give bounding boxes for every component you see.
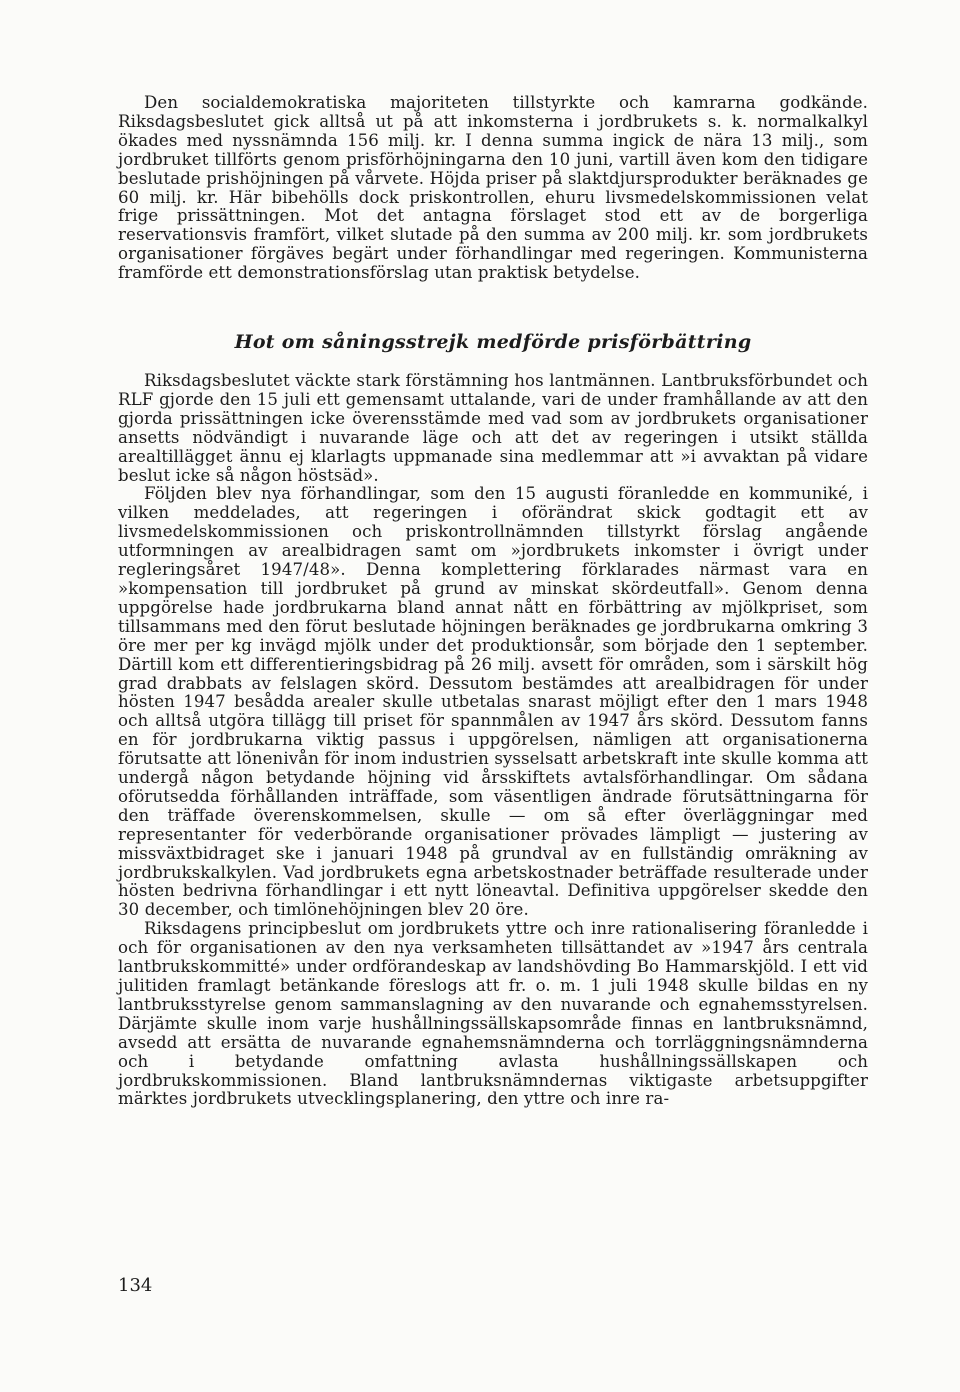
top-text-block (118, 94, 868, 283)
paragraph: Följden blev nya förhandlingar, som den 15 augusti föranledde en kommuniké, i vilken meddelades, att regeringen i oförändrat skick godtagit ett av livsmedelskommissionen och priskontrollnämnden tillstyrkt förslag angående utformningen av arealbidragen samt om »jordbrukets inkomster i övrigt under regleringsåret 1947/48». Denna komplettering förklarades närmast vara en »kompensation till jordbruket på grund av minskat skördeutfall». Genom denna uppgörelse hade jordbrukarna bland annat nått en förbättring av mjölkpriset, som tillsammans med den förut beslutade höjningen beräknades ge jordbrukarna omkring 3 öre mer per kg invägd mjölk under det produktionsår, som började den 1 september. Därtill kom ett differentieringsbidrag på 26 milj. avsett för områden, som i särskilt hög grad drabbats av felslagen skörd. Dessutom bestämdes att arealbidragen för under hösten 1947 besådda arealer skulle utbetalas snarast möjligt efter den 1 mars 1948 och alltså utgöra tillägg till priset för spannmålen av 1947 års skörd. Dessutom fanns en för jordbrukarna viktig passus i uppgörelsen, nämligen att organisationerna förutsatte att lönenivån för inom industrien sysselsatt arbetskraft inte skulle komma att undergå någon betydande höjning vid årsskiftets avtalsförhandlingar. Om sådana oförutsedda förhållanden inträffade, som väsentligen ändrade förutsättningarna för den träffade överenskommelsen, skulle — om så efter överläggningar med representanter för vederbörande organisationer prövades lämpligt — justering av missväxtbidraget ske i januari 1948 på grundval av en fullständig omräkning av jordbrukskalkylen. Vad jordbrukets egna arbetskostnader beträffade resulterade under hösten bedrivna förhandlingar i ett nytt löneavtal. Definitiva uppgörelser skedde den 30 december, och timlönehöjningen blev 20 öre. (118, 484, 868, 920)
page-number: 134 (118, 1275, 153, 1296)
section-heading: Hot om såningsstrejk medförde prisförbättring (234, 331, 752, 353)
paragraph: Den socialdemokratiska majoriteten tillstyrkte och kamrarna godkände. Riksdagsbeslutet gick alltså ut på att inkomsterna i jordbrukets s. k. normalkalkyl ökades med nyssnämnda 156 milj. kr. I denna summa ingick de nära 13 milj., som jordbruket tillförts genom prisförhöjningarna den 10 juni, vartill även kom den tidigare beslutade prishöjningen på vårvete. Höjda priser på slaktdjursprodukter beräknades ge 60 milj. kr. Här bibehölls dock priskontrollen, ehuru livsmedelskommissionen velat frige prissättningen. Mot det antagna förslaget stod ett av de borgerliga reservationsvis framfört, vilket slutade på den summa av 200 milj. kr. som jordbrukets organisationer förgäves begärt under förhandlingar med regeringen. Kommunisterna framförde ett demonstrationsförslag utan praktisk betydelse. (118, 93, 868, 283)
paragraph: Riksdagens principbeslut om jordbrukets yttre och inre rationalisering föranledde i och för organisationen av den nya verksamheten tillsättandet av »1947 års centrala lantbrukskommitté» under ordförandeskap av landshövding Bo Hammarskjöld. I ett vid julitiden framlagt betänkande föreslogs att fr. o. m. 1 juli 1948 skulle bildas en ny lantbruksstyrelse genom sammanslagning av den nuvarande och egnahemsstyrelsen. Därjämte skulle inom varje hushållningssällskapsområde finnas en lantbruksnämnd, avsedd att ersätta de nuvarande egnahemsnämnderna och torrläggningsnämnderna och i betydande omfattning avlasta hushållningssällskapen och jordbrukskommissionen. Bland lantbruksnämndernas viktigaste arbetsuppgifter märktes jordbrukets utvecklingsplanering, den yttre och inre ra- (118, 919, 868, 1109)
paragraph: Riksdagsbeslutet väckte stark förstämning hos lantmännen. Lantbruksförbundet och RLF gjorde den 15 juli ett gemensamt uttalande, vari de under framhållande av att den gjorda prissättningen icke överensstämde med vad som av jordbrukets organisationer ansetts nödvändigt i nuvarande läge och att det av regeringen i utsikt ställda arealtillägget ännu ej klarlagts uppmanade sina medlemmar att »i avvaktan på vidare beslut icke så någon höstsäd». (118, 371, 868, 485)
main-text-block (118, 372, 868, 1109)
